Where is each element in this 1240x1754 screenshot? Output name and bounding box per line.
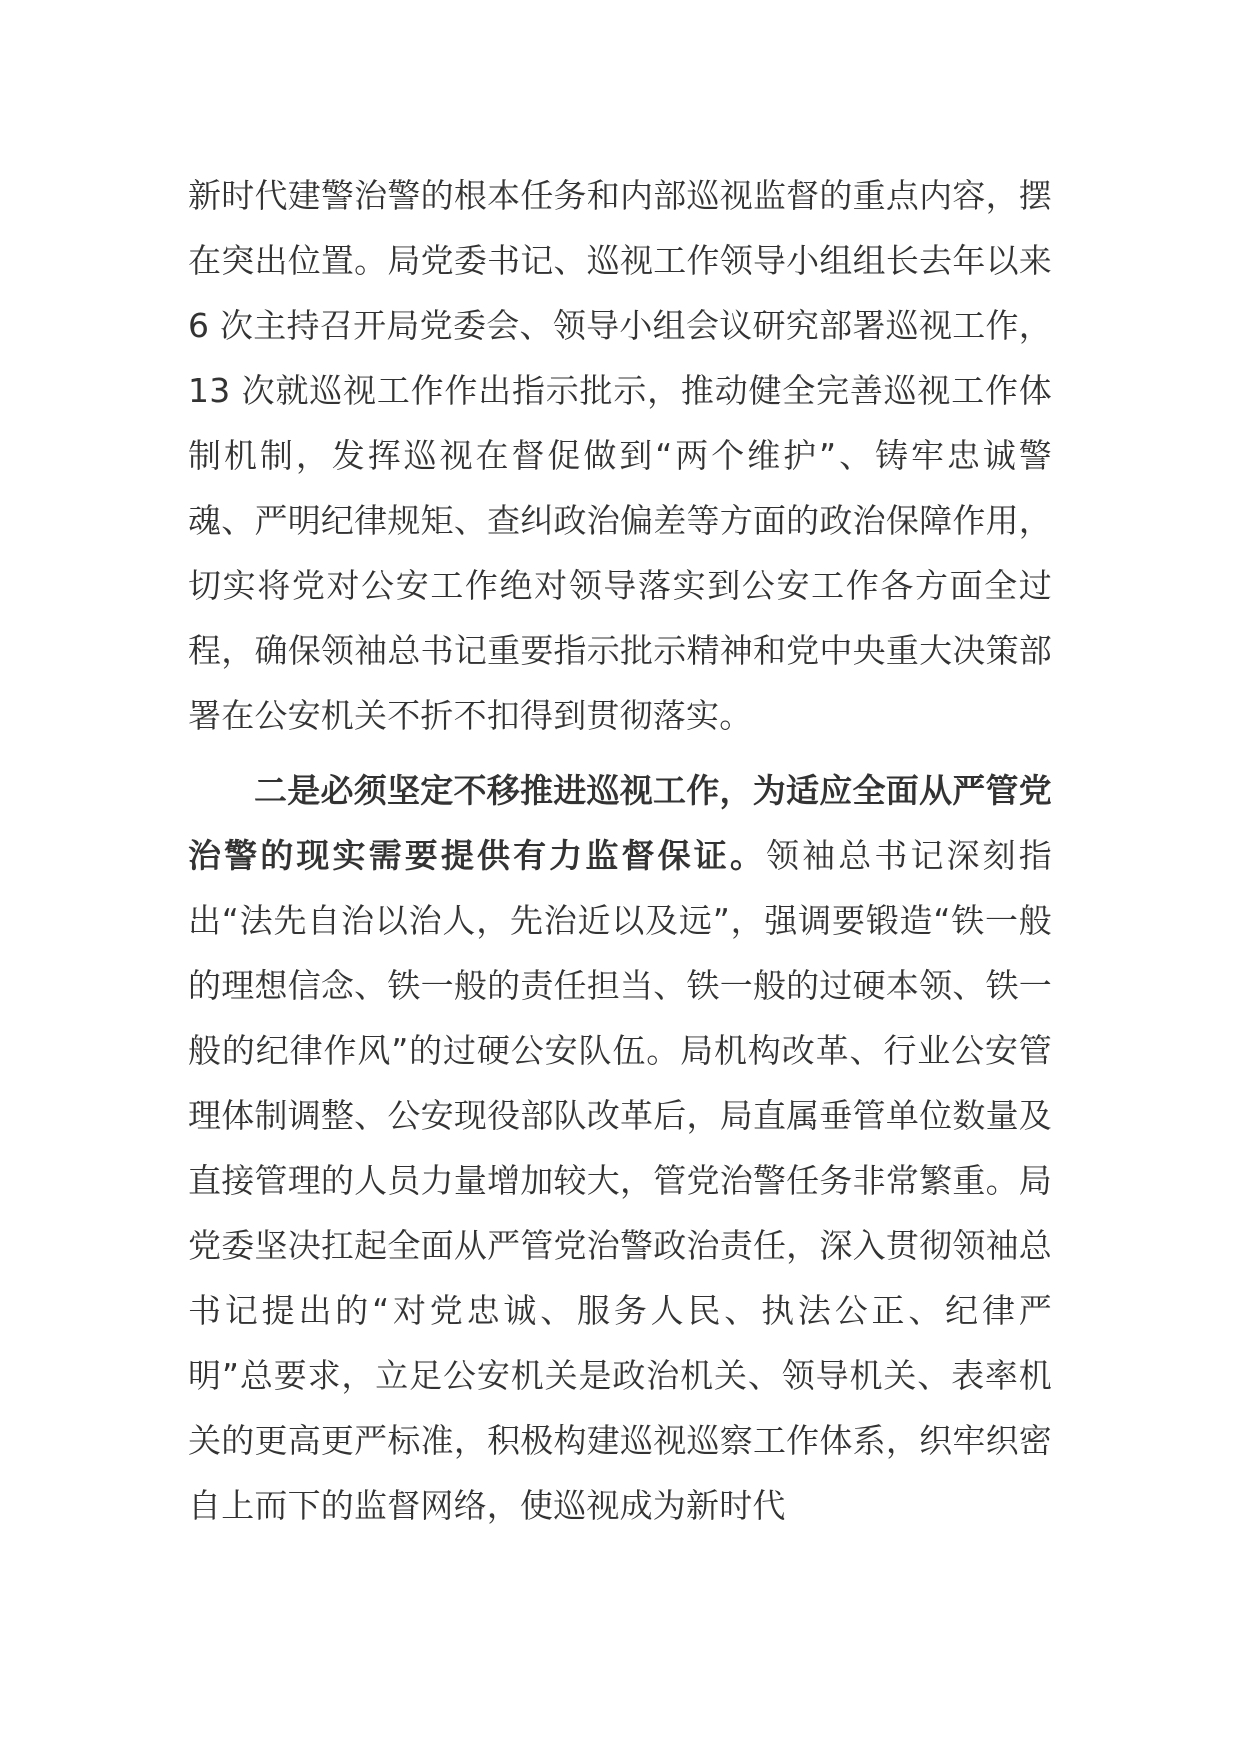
paragraph-2-text: 领袖总书记深刻指出“法先自治以治人，先治近以及远”，强调要锻造“铁一般的理想信念、铁一般的责任担当、铁一般的过硬本领、铁一般的纪律作风”的过硬公安队伍。局机构改革、行业公安管理体制调整、公安现役部队改革后，局直属垂管单位数量及直接管理的人员力量增加较大，管党治警任务非常繁重。局党委坚决扛起全面从严管党治警政治责任，深入贯彻领袖总书记提出的“对党忠诚、服务人民、执法公正、纪律严明”总要求，立足公安机关是政治机关、领导机关、表率机关的更高更严标准，积极构建巡视巡察工作体系，织牢织密自上而下的监督网络，使巡视成为新时代 [188,836,1053,1525]
paragraph-2-lead: 二是必须坚定不移推进巡视工作，为适应全面从严管党治警的现实需要提供有力监督保证。 [188,771,1052,875]
paragraph-1-text: 新时代建警治警的根本任务和内部巡视监督的重点内容，摆在突出位置。局党委书记、巡视工作领导小组组长去年以来 6 次主持召开局党委会、领导小组会议研究部署巡视工作，13 次就巡视工作作出指示批示，推动健全完善巡视工作体制机制，发挥巡视在督促做到“两个维护”、铸牢忠诚警魂、严明纪律规矩、查纠政治偏差等方面的政治保障作用，切实将党对公安工作绝对领导落实到公安工作各方面全过程，确保领袖总书记重要指示批示精神和党中央重大决策部署在公安机关不折不扣得到贯彻落实。 [188,176,1052,735]
paragraph-1 [188,163,1052,748]
paragraph-2 [188,758,1052,1538]
document-body [188,163,1052,1538]
